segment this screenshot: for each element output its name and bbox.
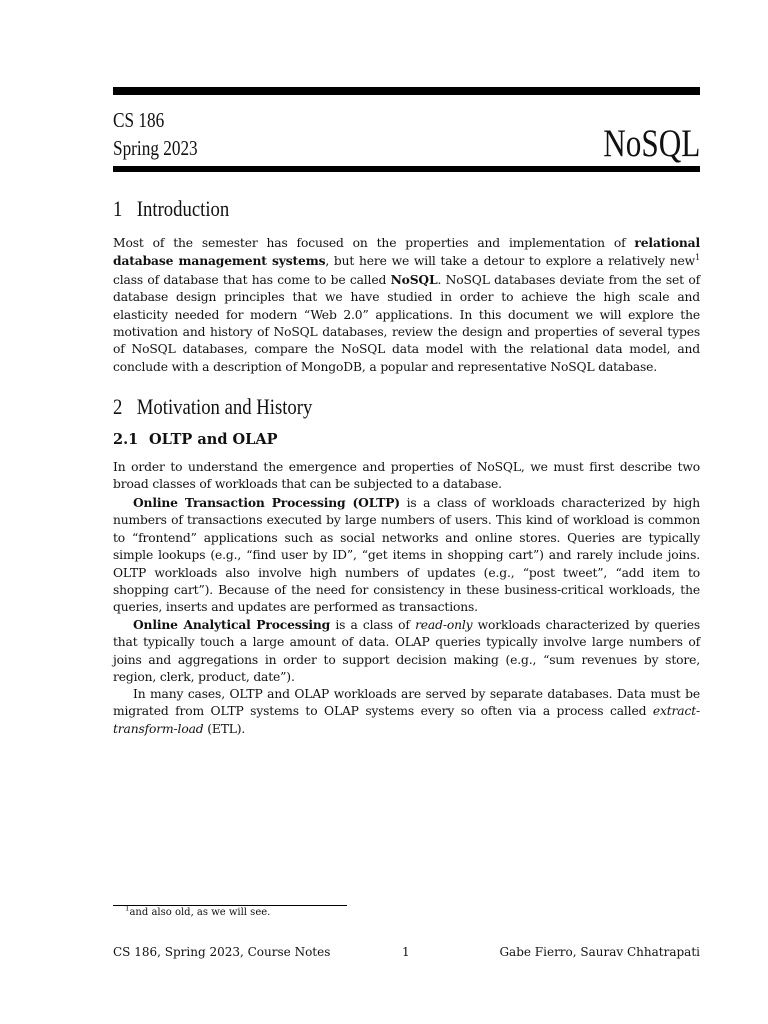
section-heading-motivation (113, 393, 312, 421)
footnote-marker[interactable]: 1 (695, 253, 701, 263)
italic-term: extract-transform-load (113, 704, 700, 736)
header-top-rule (113, 87, 700, 95)
bold-term: Online Transaction Processing (OLTP) (133, 495, 400, 510)
header-bottom-rule (113, 166, 700, 172)
etl-paragraph (113, 686, 700, 738)
subsection-number: 2.1 (113, 431, 139, 448)
bold-term: relational database management systems (113, 235, 700, 269)
header-course: CS 186 (113, 108, 165, 132)
section-heading-introduction (113, 195, 229, 223)
header-left (113, 106, 198, 162)
text-run: In many cases, OLTP and OLAP workloads are served by separate databases. Data must be migrated from OLTP systems to OLAP systems every so often via a process called (113, 687, 700, 719)
text-run: , but here we will take a detour to explore a relatively new (325, 254, 696, 269)
header-term: Spring 2023 (113, 136, 198, 160)
olap-paragraph (113, 616, 700, 687)
text-run: . NoSQL databases deviate from the set of database design principles that we have studied in order to achieve the high scale and elasticity needed for modern “Web 2.0” applications. In this document we will explore the motivation and history of NoSQL databases, review the design and properties of several types of NoSQL databases, compare the NoSQL data model with the relational data model, and conclude with a description of MongoDB, a popular and representative NoSQL database. (113, 272, 700, 374)
footer-left: CS 186, Spring 2023, Course Notes (113, 945, 331, 959)
section-title: Introduction (136, 196, 230, 221)
oltp-paragraph (113, 494, 700, 617)
section-title: Motivation and History (136, 394, 313, 419)
footer-authors: Gabe Fierro, Saurav Chhatrapati (499, 945, 700, 959)
text-run: class of database that has come to be called (113, 272, 391, 287)
text-run: Most of the semester has focused on the properties and implementation of (113, 236, 635, 250)
footnote-text: and also old, as we will see. (129, 907, 271, 918)
page (113, 0, 700, 1024)
subsection-title: OLTP and OLAP (149, 431, 278, 448)
text-run: (ETL). (203, 721, 246, 736)
subsection-heading-oltp-olap (113, 431, 278, 449)
footnote-mark: 1 (125, 904, 130, 913)
header-topic: NoSQL (602, 122, 700, 165)
workloads-intro-paragraph: In order to understand the emergence and properties of NoSQL, we must first describe two broad classes of workloads that can be subjected to a database. (113, 460, 700, 492)
text-run: is a class of workloads characterized by high numbers of transactions executed by large numbers of users. This kind of workload is common to “frontend” applications such as social networks and online stores. Queries are typically simple lookups (e.g., “find user by ID”, “get items in shopping cart”) and rarely include joins. OLTP workloads also involve high numbers of updates (e.g., “post tweet”, “add item to shopping cart”). Because of the need for consistency in these business-critical workloads, the queries, inserts and updates are performed as transactions. (113, 496, 700, 615)
bold-term: NoSQL (390, 271, 438, 287)
footnote (125, 906, 270, 920)
bold-term: Online Analytical Processing (133, 617, 331, 632)
footer-page-number: 1 (402, 945, 410, 959)
section-number: 2 (113, 394, 123, 419)
text-run: workloads characterized by queries that typically touch a large amount of data. OLAP queries typically involve large numbers of joins and aggregations in order to support decision making (e.g., “sum revenues by store, region, clerk, product, date”). (113, 618, 700, 685)
italic-term: read-only (415, 618, 473, 632)
text-run: is a class of (330, 618, 416, 632)
intro-paragraph (113, 234, 700, 376)
section-number: 1 (113, 196, 123, 221)
